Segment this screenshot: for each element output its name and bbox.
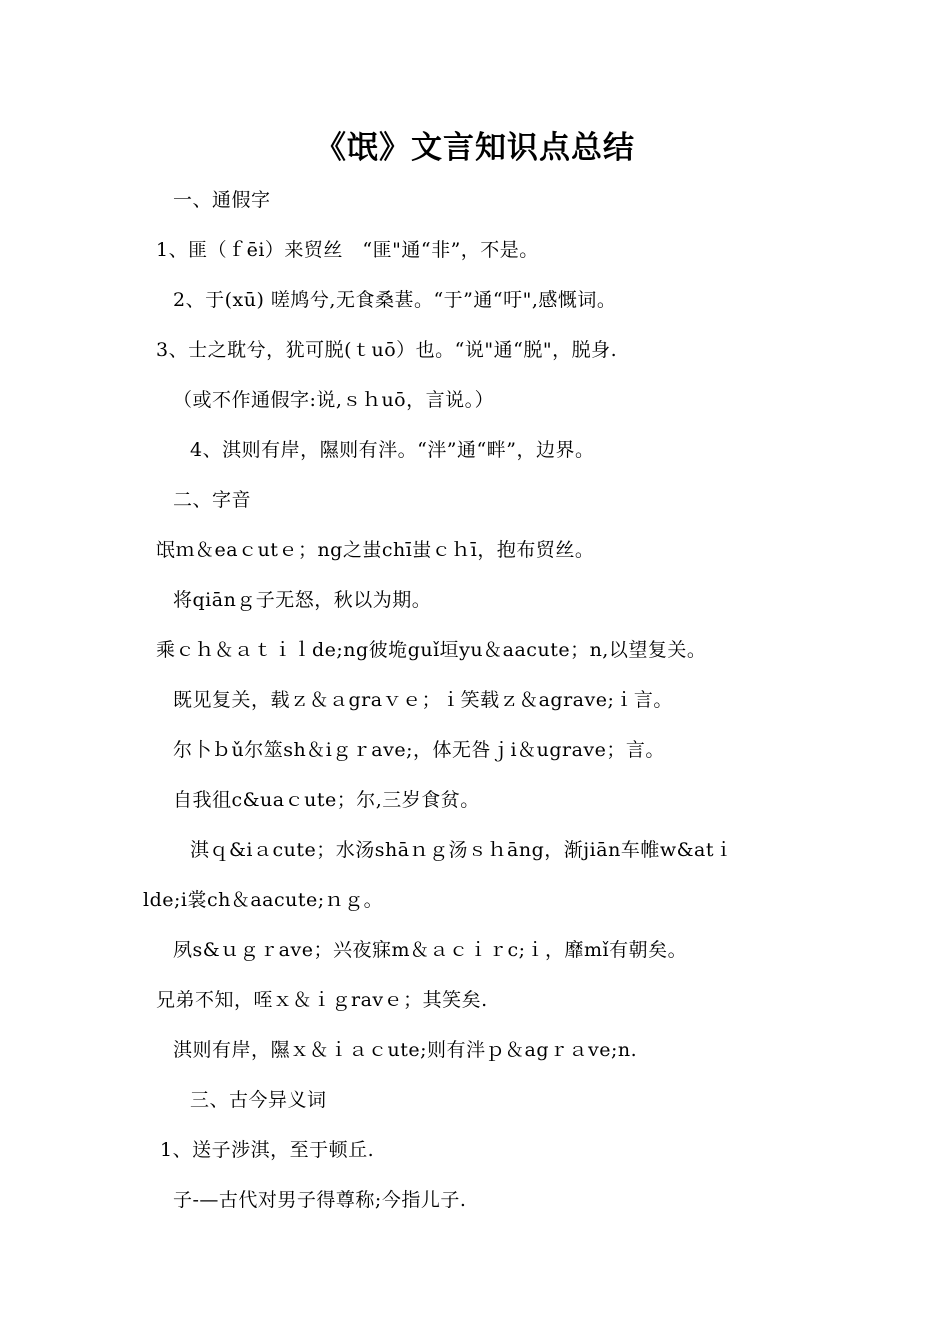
- text-line: 1、匪（ｆēi）来贸丝 “匪"通“非”，不是。: [156, 239, 539, 261]
- text-line: 将qiānｇ子无怒，秋以为期。: [173, 589, 432, 611]
- text-line: 淇ｑ&iａcute；水汤shāｎｇ汤ｓｈāng，渐jiān车帷w&atｉ: [190, 839, 734, 861]
- text-line: （或不作通假字:说,ｓｈuō，言说。）: [173, 389, 495, 411]
- section-heading-tongjiazi: 一、通假字: [173, 189, 271, 211]
- section-heading-gujinyiyici: 三、古今异义词: [190, 1089, 327, 1111]
- section-heading-ziyin: 二、字音: [173, 489, 252, 511]
- text-line: 既见复关，载ｚ＆ａgraｖｅ；ｉ笑载ｚ＆agrave;ｉ言。: [173, 689, 673, 711]
- text-line: lde;i裳ch＆aacute;ｎｇ。: [143, 889, 384, 911]
- text-line: 尔卜ｂǔ尔筮sh＆iｇｒave;，体无咎ｊi＆ugrave；言。: [173, 739, 665, 761]
- text-line: 2、于(xū) 嗟鸠兮,无食桑葚。“于”通“吁",感慨词。: [173, 289, 617, 311]
- text-line: 子-—古代对男子得尊称;今指儿子.: [173, 1189, 467, 1211]
- text-line: 自我徂c&uaｃute；尔,三岁食贫。: [173, 789, 480, 811]
- text-line: 兄弟不知，咥ｘ＆ｉｇravｅ；其笑矣.: [156, 989, 488, 1011]
- text-line: 淇则有岸，隰ｘ＆ｉａｃute;则有泮ｐ＆agｒａve;n.: [173, 1039, 638, 1061]
- text-line: 3、士之耽兮，犹可脱(ｔuō）也。“说"通“脱"，脱身.: [156, 339, 618, 361]
- document-title: 《氓》文言知识点总结: [315, 130, 635, 166]
- text-line: 1、送子涉淇，至于顿丘.: [160, 1139, 375, 1161]
- text-line: 乘ｃｈ＆ａｔｉｌde;ng彼垝guǐ垣yu＆aacute；n,以望复关。: [156, 639, 707, 661]
- text-line: 氓ｍ＆eaｃutｅ；ng之蚩chī蚩ｃｈī，抱布贸丝。: [156, 539, 595, 561]
- text-line: 4、淇则有岸，隰则有泮。“泮”通“畔”，边界。: [190, 439, 595, 461]
- text-line: 夙s&ｕｇｒave；兴夜寐m＆ａｃｉｒc;ｉ，靡mǐ有朝矣。: [173, 939, 688, 961]
